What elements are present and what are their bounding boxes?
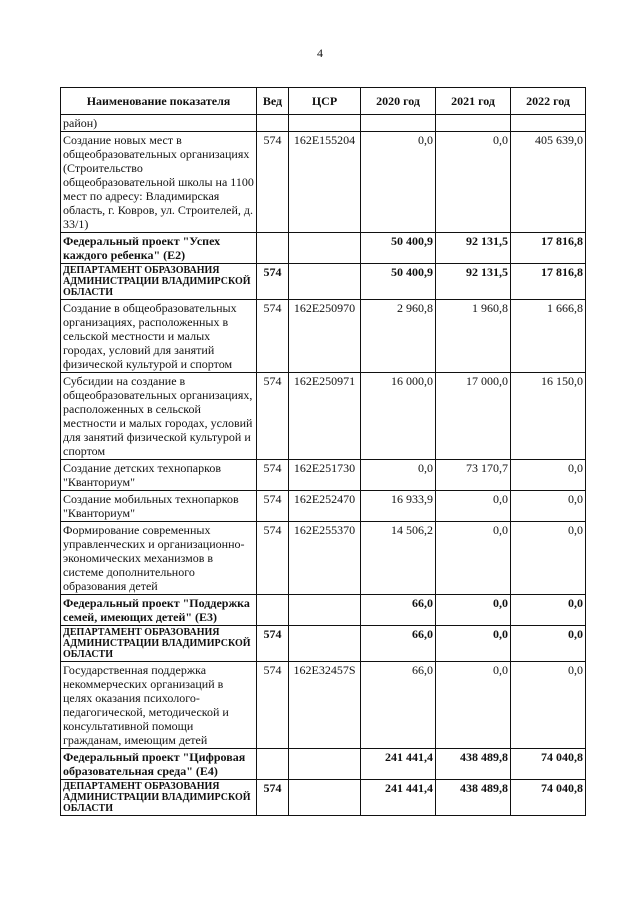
table-row xyxy=(61,132,586,233)
cell-2020: 66,0 xyxy=(361,626,436,662)
cell-csr: 162E155204 xyxy=(289,132,361,233)
header-name: Наименование показателя xyxy=(61,88,257,115)
cell-name: Создание мобильных технопарков "Кванториум" xyxy=(61,491,257,522)
cell-2020: 50 400,9 xyxy=(361,233,436,264)
cell-name: район) xyxy=(61,115,257,132)
cell-2022: 0,0 xyxy=(511,662,586,749)
table-row xyxy=(61,233,586,264)
cell-2020: 66,0 xyxy=(361,662,436,749)
table-row xyxy=(61,780,586,816)
cell-ved: 574 xyxy=(257,780,289,816)
cell-2022: 0,0 xyxy=(511,491,586,522)
cell-2020: 241 441,4 xyxy=(361,780,436,816)
cell-2020: 2 960,8 xyxy=(361,300,436,373)
cell-ved: 574 xyxy=(257,626,289,662)
cell-2022: 0,0 xyxy=(511,522,586,595)
cell-2022: 1 666,8 xyxy=(511,300,586,373)
cell-2021: 17 000,0 xyxy=(436,373,511,460)
cell-2021: 1 960,8 xyxy=(436,300,511,373)
cell-csr xyxy=(289,115,361,132)
cell-2021: 92 131,5 xyxy=(436,264,511,300)
cell-2022: 17 816,8 xyxy=(511,233,586,264)
cell-ved xyxy=(257,115,289,132)
cell-2020 xyxy=(361,115,436,132)
cell-2021: 0,0 xyxy=(436,522,511,595)
table-row xyxy=(61,626,586,662)
cell-name: ДЕПАРТАМЕНТ ОБРАЗОВАНИЯ АДМИНИСТРАЦИИ ВЛАДИМИРСКОЙ ОБЛАСТИ xyxy=(61,626,257,662)
table-row xyxy=(61,662,586,749)
cell-csr: 162E255370 xyxy=(289,522,361,595)
table-row xyxy=(61,491,586,522)
cell-name: Создание новых мест в общеобразовательных организациях (Строительство общеобразовательной школы на 1100 мест по адресу: Владимирская область, г. Ковров, ул. Строителей, д. 33/1) xyxy=(61,132,257,233)
cell-csr xyxy=(289,626,361,662)
cell-ved xyxy=(257,233,289,264)
cell-2020: 0,0 xyxy=(361,460,436,491)
cell-csr: 162E252470 xyxy=(289,491,361,522)
cell-name: ДЕПАРТАМЕНТ ОБРАЗОВАНИЯ АДМИНИСТРАЦИИ ВЛАДИМИРСКОЙ ОБЛАСТИ xyxy=(61,264,257,300)
cell-csr: 162E251730 xyxy=(289,460,361,491)
table-row xyxy=(61,522,586,595)
header-csr: ЦСР xyxy=(289,88,361,115)
table-row xyxy=(61,373,586,460)
cell-2021: 0,0 xyxy=(436,132,511,233)
cell-2021: 0,0 xyxy=(436,595,511,626)
cell-ved: 574 xyxy=(257,460,289,491)
cell-name: Создание в общеобразовательных организациях, расположенных в сельской местности и малых городах, условий для занятий физической культурой и спортом xyxy=(61,300,257,373)
cell-ved xyxy=(257,595,289,626)
header-ved: Вед xyxy=(257,88,289,115)
cell-name: Формирование современных управленческих и организационно-экономических механизмов в системе дополнительного образования детей xyxy=(61,522,257,595)
cell-2022: 0,0 xyxy=(511,626,586,662)
budget-table xyxy=(60,87,586,816)
cell-ved: 574 xyxy=(257,662,289,749)
cell-2022: 74 040,8 xyxy=(511,749,586,780)
cell-csr: 162E250970 xyxy=(289,300,361,373)
cell-ved: 574 xyxy=(257,491,289,522)
cell-2020: 0,0 xyxy=(361,132,436,233)
table-header-row xyxy=(61,88,586,115)
cell-csr xyxy=(289,233,361,264)
cell-2021: 438 489,8 xyxy=(436,749,511,780)
page-number: 4 xyxy=(317,46,323,60)
table-row xyxy=(61,300,586,373)
cell-name: Государственная поддержка некоммерческих организаций в целях оказания психолого-педагогической, методической и консультативной помощи гражданам, имеющим детей xyxy=(61,662,257,749)
cell-name: Субсидии на создание в общеобразовательных организациях, расположенных в сельской местности и малых городах, условий для занятий физической культурой и спортом xyxy=(61,373,257,460)
cell-2022: 17 816,8 xyxy=(511,264,586,300)
cell-2020: 50 400,9 xyxy=(361,264,436,300)
cell-2021: 92 131,5 xyxy=(436,233,511,264)
cell-2022: 74 040,8 xyxy=(511,780,586,816)
cell-2022 xyxy=(511,115,586,132)
cell-2021: 0,0 xyxy=(436,491,511,522)
cell-2021 xyxy=(436,115,511,132)
cell-csr xyxy=(289,264,361,300)
cell-ved: 574 xyxy=(257,522,289,595)
cell-2022: 0,0 xyxy=(511,460,586,491)
cell-2022: 0,0 xyxy=(511,595,586,626)
cell-ved: 574 xyxy=(257,373,289,460)
cell-ved: 574 xyxy=(257,264,289,300)
cell-csr xyxy=(289,749,361,780)
cell-name: ДЕПАРТАМЕНТ ОБРАЗОВАНИЯ АДМИНИСТРАЦИИ ВЛАДИМИРСКОЙ ОБЛАСТИ xyxy=(61,780,257,816)
cell-name: Федеральный проект "Цифровая образовательная среда" (E4) xyxy=(61,749,257,780)
cell-csr xyxy=(289,780,361,816)
header-2020: 2020 год xyxy=(361,88,436,115)
table-row xyxy=(61,749,586,780)
cell-2020: 16 000,0 xyxy=(361,373,436,460)
table-row xyxy=(61,460,586,491)
cell-name: Создание детских технопарков "Кванториум" xyxy=(61,460,257,491)
cell-name: Федеральный проект "Поддержка семей, имеющих детей" (E3) xyxy=(61,595,257,626)
table-row xyxy=(61,115,586,132)
cell-csr: 162E250971 xyxy=(289,373,361,460)
cell-ved: 574 xyxy=(257,300,289,373)
table-body xyxy=(61,115,586,816)
cell-2022: 16 150,0 xyxy=(511,373,586,460)
cell-2020: 66,0 xyxy=(361,595,436,626)
cell-csr: 162E32457S xyxy=(289,662,361,749)
table-row xyxy=(61,264,586,300)
table-row xyxy=(61,595,586,626)
cell-2020: 16 933,9 xyxy=(361,491,436,522)
cell-2020: 241 441,4 xyxy=(361,749,436,780)
header-2022: 2022 год xyxy=(511,88,586,115)
cell-ved xyxy=(257,749,289,780)
cell-csr xyxy=(289,595,361,626)
cell-2022: 405 639,0 xyxy=(511,132,586,233)
cell-2020: 14 506,2 xyxy=(361,522,436,595)
cell-2021: 0,0 xyxy=(436,662,511,749)
cell-2021: 0,0 xyxy=(436,626,511,662)
header-2021: 2021 год xyxy=(436,88,511,115)
cell-name: Федеральный проект "Успех каждого ребенка" (E2) xyxy=(61,233,257,264)
cell-ved: 574 xyxy=(257,132,289,233)
cell-2021: 438 489,8 xyxy=(436,780,511,816)
cell-2021: 73 170,7 xyxy=(436,460,511,491)
